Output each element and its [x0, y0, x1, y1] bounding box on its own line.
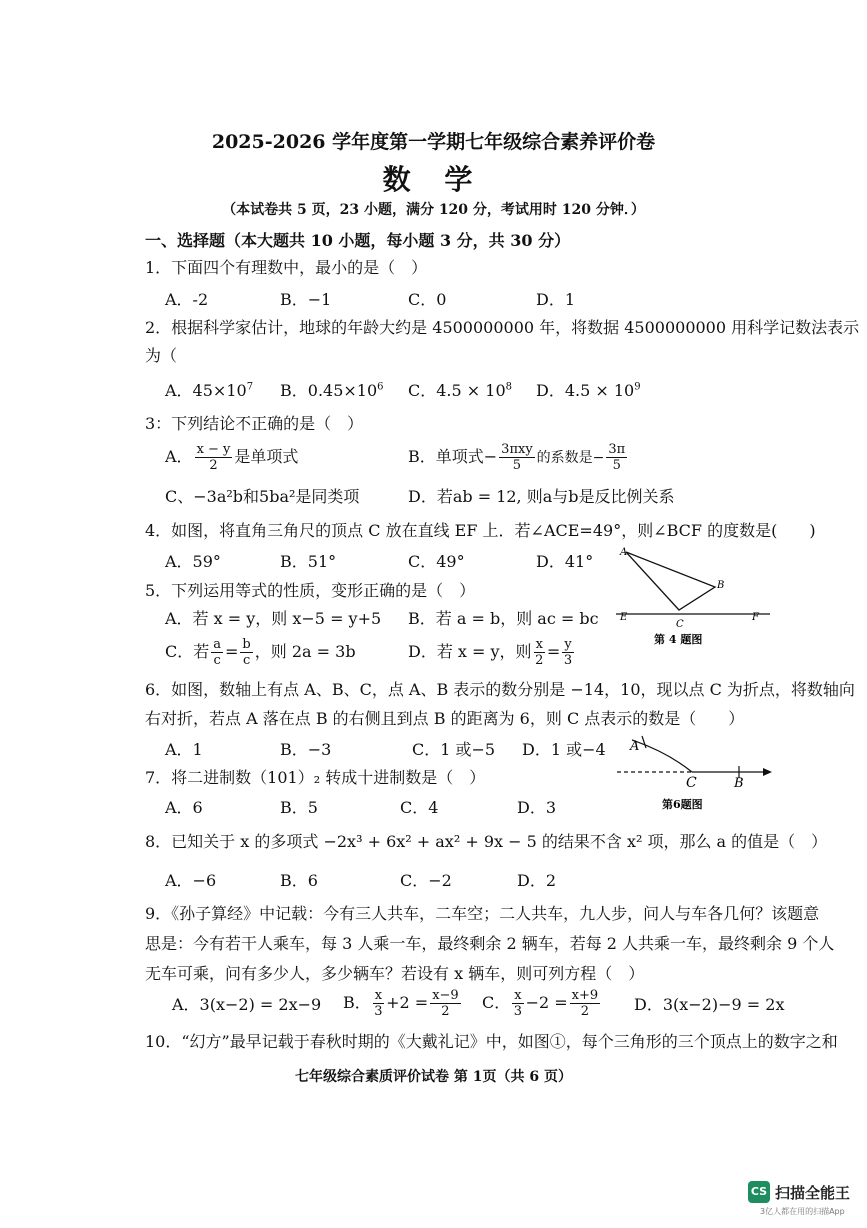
q4-option-b: B．51°: [280, 552, 337, 571]
q8-option-c: C．−2: [400, 871, 452, 890]
q3-stem: 3：下列结论不正确的是（ ）: [145, 414, 364, 433]
triangle-acb: [626, 552, 715, 610]
q8-option-b: B．6: [280, 871, 318, 890]
fig6-label-a: A: [630, 739, 640, 754]
q8-option-a: A．−6: [165, 871, 217, 890]
section-heading: 一、选择题（本大题共 10 小题，每小题 3 分，共 30 分）: [145, 231, 571, 250]
fig4-label-b: B: [717, 580, 725, 591]
q2-stem-line1: 2．根据科学家估计，地球的年龄大约是 4500000000 年，将数据 4500000000 用科学记数法表示: [145, 318, 860, 337]
subject-title: 数 学: [382, 163, 485, 196]
fig4-label-f: F: [752, 612, 759, 623]
arrowhead-icon: [763, 768, 772, 776]
q3-b-fraction-2: $\frac{3\pi}{5}$: [608, 442, 626, 473]
q5-c-fraction-2: $\frac{b}{c}$: [242, 637, 251, 668]
fold-arc: [632, 740, 692, 772]
fig4-caption: 第 4 题图: [654, 633, 703, 646]
exam-title: 2025-2026 学年度第一学期七年级综合素养评价卷: [211, 131, 656, 153]
scanner-badge-icon: CS: [748, 1181, 770, 1203]
q6-option-c: C．1 或−5: [412, 740, 496, 759]
q9-c-fraction-1: $\frac{x}{3}$: [513, 988, 523, 1019]
fig6-label-b: B: [734, 776, 744, 791]
q5-c-fraction-1: $\frac{a}{c}$: [213, 637, 222, 668]
q1-option-c: C．0: [408, 290, 447, 309]
q2-stem-line2: 为（: [145, 346, 178, 365]
q1-option-d: D．1: [536, 290, 576, 309]
q7-stem: 7．将二进制数（101）₂ 转成十进制数是（ ）: [145, 768, 486, 787]
fig6-label-c: C: [686, 775, 697, 791]
q6-stem-line1: 6．如图，数轴上有点 A、B、C，点 A、B 表示的数分别是 −14，10，现以点 C 为折点，将数轴向: [145, 680, 855, 699]
q3-option-c: C、−3a²b和5ba²是同类项: [165, 487, 360, 506]
q9-option-b: B． $\frac{x}{3}$ +2 = $\frac{x-9}{2}$: [343, 988, 459, 1019]
q9-b-fraction-1: $\frac{x}{3}$: [374, 988, 383, 1019]
q9-option-c: C． $\frac{x}{3}$ −2 = $\frac{x+9}{2}$: [482, 988, 599, 1019]
q6-figure: [612, 726, 782, 816]
page-footer: 七年级综合素质评价试卷 第 1页（共 6 页）: [295, 1069, 572, 1085]
q4-stem: 4．如图，将直角三角尺的顶点 C 放在直线 EF 上．若∠ACE=49°，则∠BCF 的度数是( ): [145, 521, 816, 540]
q5-option-c: C．若 $\frac{a}{c}$ = $\frac{b}{c}$ ，则 2a = 3b: [165, 637, 356, 668]
q6-option-d: D．1 或−4: [522, 740, 606, 759]
q9-stem-line2: 思是：今有若干人乘车，每 3 人乘一车，最终剩余 2 辆车，若每 2 人共乘一车，最终剩余 9 个人: [145, 934, 835, 953]
exam-note: （本试卷共 5 页，23 小题，满分 120 分，考试用时 120 分钟．）: [222, 202, 645, 218]
q3-option-b: B．单项式− $\frac{\text{3πxy}}{5}$ 的系数是− $\frac{3\pi}{5}$: [408, 442, 626, 473]
fig6-caption: 第6题图: [662, 798, 703, 811]
q1-option-a: A．-2: [165, 290, 209, 309]
q2-option-b: B．$0.45\times 10^6$: [280, 381, 384, 400]
q6-option-b: B．−3: [280, 740, 332, 759]
q5-d-fraction-2: $\frac{y}{3}$: [563, 637, 573, 668]
q5-stem: 5．下列运用等式的性质，变形正确的是（ ）: [145, 581, 476, 600]
q2-option-c: C．$4.5 \times 10^8$: [408, 381, 513, 400]
q9-option-d: D．3(x−2)−9 = 2x: [634, 995, 785, 1014]
q1-option-b: B．−1: [280, 290, 332, 309]
scanner-app-name: 扫描全能王: [775, 1184, 851, 1202]
q3-b-fraction-1: $\frac{\text{3πxy}}{5}$: [501, 442, 533, 473]
fig4-label-a: A: [620, 547, 628, 558]
q4-figure: [610, 543, 780, 653]
q9-stem-line3: 无车可乘，问有多少人，多少辆车？若设有 x 辆车，则可列方程（ ）: [145, 964, 645, 983]
q6-option-a: A．1: [165, 740, 203, 759]
q5-d-fraction-1: $\frac{x}{2}$: [535, 637, 544, 668]
q2-option-a: A．$45\times 10^7$: [165, 381, 254, 400]
q4-option-d: D．41°: [536, 552, 594, 571]
q1-stem: 1．下面四个有理数中，最小的是（ ）: [145, 258, 428, 277]
q9-b-fraction-2: $\frac{x-9}{2}$: [432, 988, 459, 1019]
q5-option-b: B．若 a = b，则 ac = bc: [408, 609, 599, 628]
fig4-label-c: C: [676, 619, 684, 630]
tick-a: [642, 736, 646, 748]
q4-option-c: C．49°: [408, 552, 465, 571]
q3-option-a: A． $\frac{x - y}{2}$ 是单项式: [165, 442, 299, 473]
q7-option-d: D．3: [517, 798, 557, 817]
scanner-tagline: 3亿人都在用的扫描App: [760, 1207, 845, 1216]
fig4-label-e: E: [620, 612, 628, 623]
q8-stem: 8．已知关于 x 的多项式 −2x³ + 6x² + ax² + 9x − 5 的结果不含 x² 项，那么 a 的值是（ ）: [145, 832, 828, 851]
q4-option-a: A．59°: [165, 552, 221, 571]
q6-stem-line2: 右对折，若点 A 落在点 B 的右侧且到点 B 的距离为 6，则 C 点表示的数是（ ）: [145, 709, 745, 728]
q3-a-fraction: $\frac{x - y}{2}$: [196, 442, 231, 473]
q8-option-d: D．2: [517, 871, 557, 890]
q7-option-c: C．4: [400, 798, 439, 817]
q9-c-fraction-2: $\frac{x+9}{2}$: [571, 988, 599, 1019]
q10-stem: 10．“幻方”最早记载于春秋时期的《大戴礼记》中，如图①，每个三角形的三个顶点上的数字之和: [145, 1032, 838, 1051]
q9-stem-line1: 9．《孙子算经》中记载：今有三人共车，二车空；二人共车，九人步，问人与车各几何？该题意: [145, 904, 820, 923]
q7-option-a: A．6: [165, 798, 203, 817]
q9-option-a: A．3(x−2) = 2x−9: [172, 995, 322, 1014]
q5-option-a: A．若 x = y，则 x−5 = y+5: [165, 609, 382, 628]
q3-option-d: D．若ab = 12, 则a与b是反比例关系: [408, 487, 675, 506]
q7-option-b: B．5: [280, 798, 318, 817]
q5-option-d: D．若 x = y，则 $\frac{x}{2}$ = $\frac{y}{3}$: [408, 637, 573, 668]
q2-option-d: D．$4.5 \times 10^9$: [536, 381, 641, 400]
